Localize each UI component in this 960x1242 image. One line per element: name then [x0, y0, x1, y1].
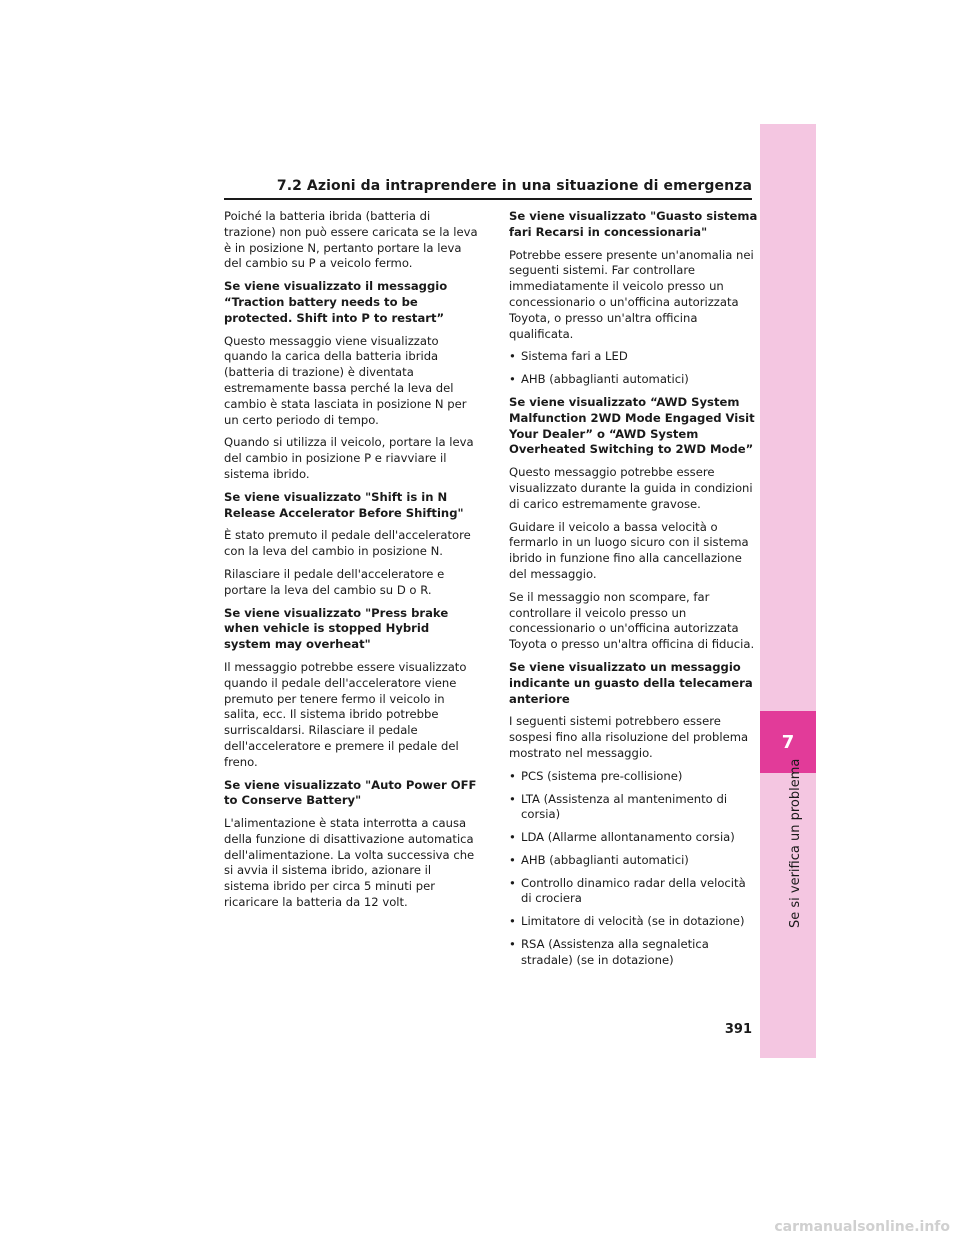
bullet-list — [509, 349, 759, 388]
list-item: • RSA (Assistenza alla segnaletica stradale) (se in dotazione) — [509, 937, 759, 969]
message-heading: Se viene visualizzato "Guasto sistema fari Recarsi in concessionaria" — [509, 209, 758, 239]
paragraph: L'alimentazione è stata interrotta a causa della funzione di disattivazione automatica dell'alimentazione. La volta successiva che si avvia il sistema ibrido, azionare il sistema ibrido per circa 5 minuti per ricaricare la batteria da 12 volt. — [224, 816, 475, 910]
list-item: • LDA (Allarme allontanamento corsia) — [509, 830, 759, 846]
bullet-list — [509, 769, 759, 969]
paragraph: Guidare il veicolo a bassa velocità o fermarlo in un luogo sicuro con il sistema ibrido in funzione fino alla cancellazione del messaggio. — [509, 519, 749, 581]
watermark: carmanualsonline.info — [774, 1219, 950, 1235]
chapter-number[interactable]: 7 — [760, 711, 816, 773]
section-header: 7.2 Azioni da intraprendere in una situazione di emergenza — [224, 178, 752, 200]
message-heading: Se viene visualizzato il messaggio “Traction battery needs to be protected. Shift into P to restart” — [224, 279, 448, 325]
list-item: • Sistema fari a LED — [509, 349, 759, 365]
paragraph: È stato premuto il pedale dell'acceleratore con la leva del cambio in posizione N. — [224, 528, 471, 559]
page-number: 391 — [724, 1022, 752, 1037]
paragraph: Questo messaggio viene visualizzato quando la carica della batteria ibrida (batteria di trazione) è diventata estremamente bassa perché la leva del cambio è stata lasciata in posizione N per un certo periodo di tempo. — [224, 333, 467, 427]
paragraph: Quando si utilizza il veicolo, portare la leva del cambio in posizione P e riavviare il sistema ibrido. — [224, 435, 474, 481]
chapter-label: Se si verifica un problema — [788, 758, 803, 928]
paragraph: Rilasciare il pedale dell'acceleratore e portare la leva del cambio su D o R. — [224, 566, 445, 597]
message-heading: Se viene visualizzato "Auto Power OFF to Conserve Battery" — [224, 777, 477, 808]
list-item: • PCS (sistema pre-collisione) — [509, 769, 759, 785]
list-item: • Limitatore di velocità (se in dotazione) — [509, 914, 759, 930]
right-column — [509, 209, 759, 976]
paragraph: Se il messaggio non scompare, far controllare il veicolo presso un concessionario o un'officina autorizzata Toyota o presso un'altra officina di fiducia. — [509, 589, 755, 652]
paragraph: Il messaggio potrebbe essere visualizzato quando il pedale dell'acceleratore viene premuto per tenere fermo il veicolo in salita, ecc. Il sistema ibrido potrebbe surriscaldarsi. Rilasciare il pedale dell'acceleratore e premere il pedale del freno. — [224, 659, 467, 769]
list-item: • Controllo dinamico radar della velocità di crociera — [509, 876, 759, 908]
paragraph: Poiché la batteria ibrida (batteria di trazione) non può essere caricata se la leva è in posizione N, pertanto portare la leva del cambio su P a veicolo fermo. — [224, 209, 478, 271]
message-heading: Se viene visualizzato “AWD System Malfunction 2WD Mode Engaged Visit Your Dealer” o “AWD System Overheated Switching to 2WD Mode” — [509, 394, 755, 457]
left-column — [224, 209, 479, 918]
message-heading: Se viene visualizzato "Press brake when vehicle is stopped Hybrid system may overheat" — [224, 605, 449, 652]
message-heading: Se viene visualizzato un messaggio indicante un guasto della telecamera anteriore — [509, 659, 753, 706]
paragraph: Questo messaggio potrebbe essere visualizzato durante la guida in condizioni di carico estremamente gravose. — [509, 465, 753, 511]
list-item: • AHB (abbaglianti automatici) — [509, 853, 759, 869]
paragraph: I seguenti sistemi potrebbero essere sospesi fino alla risoluzione del problema mostrato nel messaggio. — [509, 714, 749, 760]
list-item: • LTA (Assistenza al mantenimento di corsia) — [509, 792, 759, 824]
list-item: • AHB (abbaglianti automatici) — [509, 372, 759, 388]
paragraph: Potrebbe essere presente un'anomalia nei seguenti sistemi. Far controllare immediatamente il veicolo presso un concessionario o un'officina autorizzata Toyota, o presso un'altra officina qualificata. — [509, 247, 754, 341]
message-heading: Se viene visualizzato "Shift is in N Release Accelerator Before Shifting" — [224, 489, 464, 520]
